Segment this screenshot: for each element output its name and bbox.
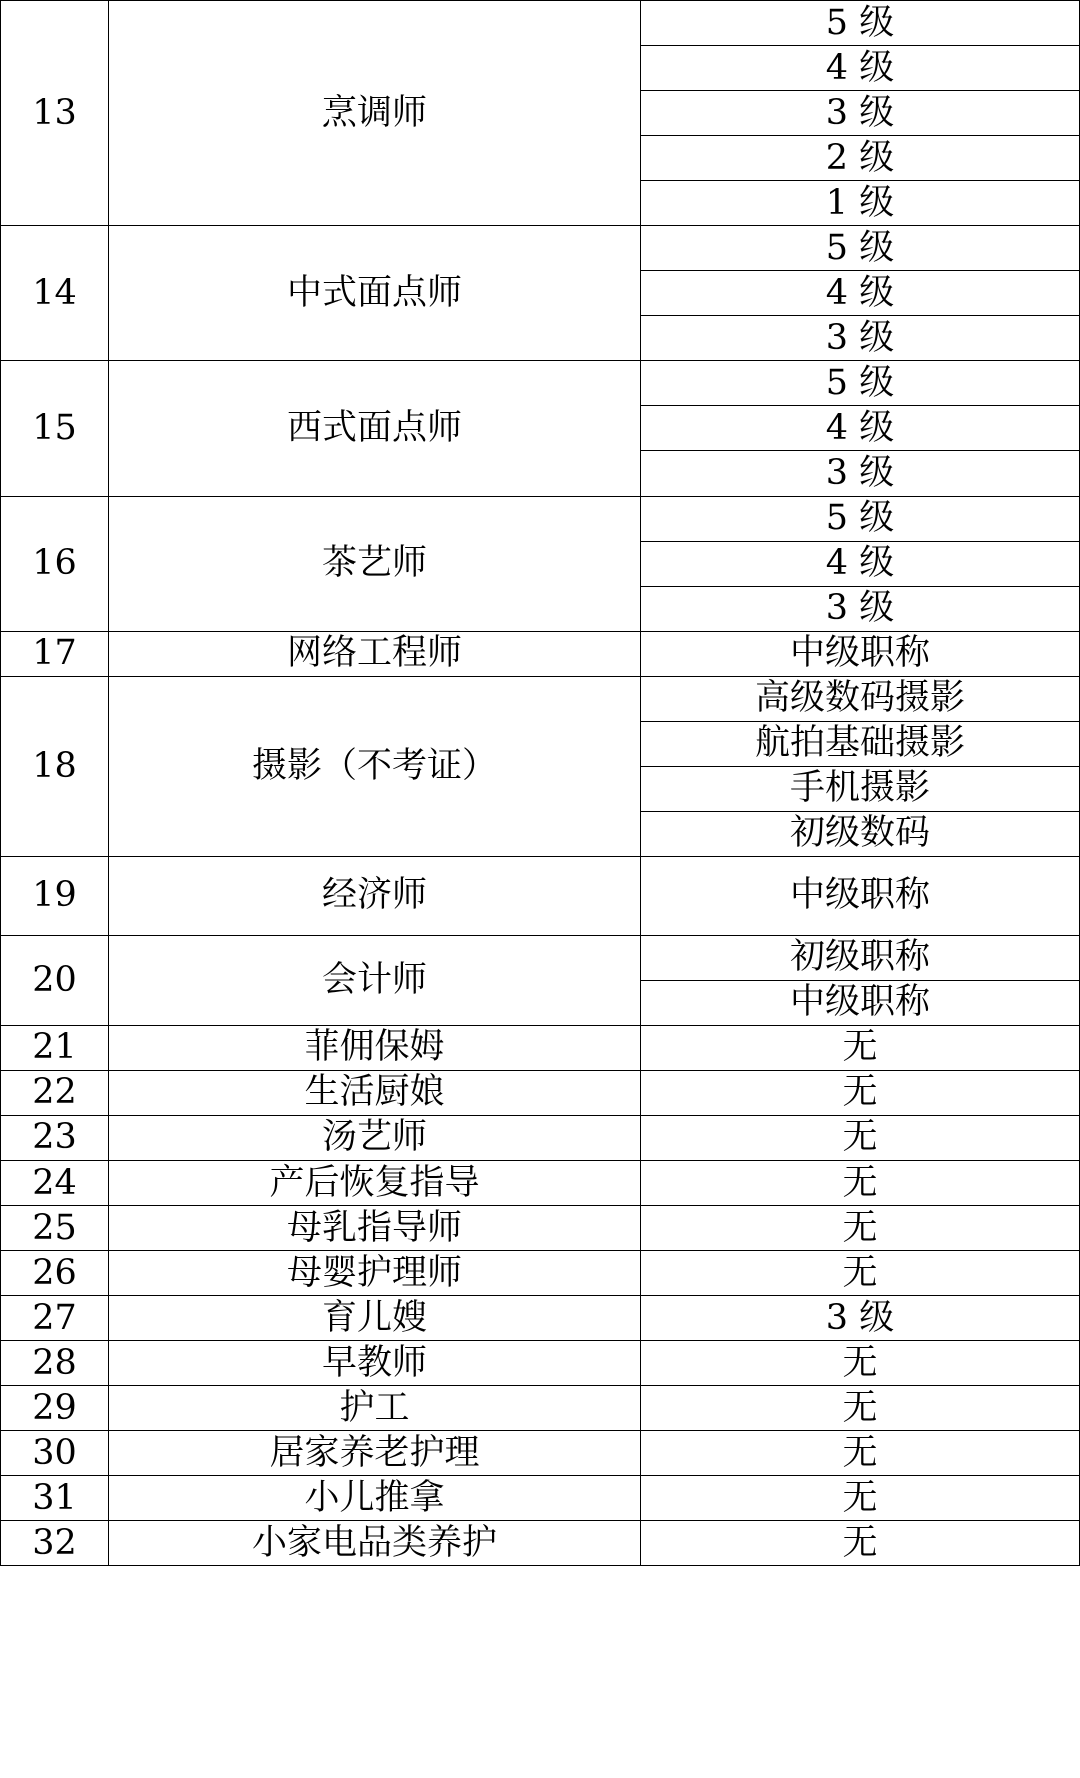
occupation-name: 产后恢复指导	[109, 1161, 641, 1206]
row-number: 19	[1, 856, 109, 935]
level-cell: 航拍基础摄影	[641, 721, 1080, 766]
table-row	[1, 856, 1080, 935]
row-number: 14	[1, 226, 109, 361]
level-cell: 5 级	[641, 1, 1080, 46]
table-row	[1, 1115, 1080, 1160]
occupation-name: 烹调师	[109, 1, 641, 226]
level-cell: 无	[641, 1025, 1080, 1070]
occupation-name: 中式面点师	[109, 226, 641, 361]
table-row	[1, 1386, 1080, 1431]
row-number: 23	[1, 1115, 109, 1160]
table-row	[1, 1341, 1080, 1386]
level-cell: 4 级	[641, 541, 1080, 586]
table-row	[1, 1251, 1080, 1296]
level-cell: 3 级	[641, 586, 1080, 631]
level-cell: 4 级	[641, 406, 1080, 451]
row-number: 31	[1, 1476, 109, 1521]
table-row	[1, 1161, 1080, 1206]
table-row	[1, 226, 1080, 271]
occupation-name: 居家养老护理	[109, 1431, 641, 1476]
level-cell: 无	[641, 1476, 1080, 1521]
level-cell: 无	[641, 1115, 1080, 1160]
occupation-name: 网络工程师	[109, 631, 641, 676]
occupation-name: 摄影（不考证）	[109, 676, 641, 856]
level-cell: 2 级	[641, 136, 1080, 181]
table-row	[1, 1025, 1080, 1070]
level-cell: 无	[641, 1521, 1080, 1566]
occupation-name: 生活厨娘	[109, 1070, 641, 1115]
row-number: 29	[1, 1386, 109, 1431]
table-row	[1, 935, 1080, 980]
level-cell: 无	[641, 1341, 1080, 1386]
level-cell: 4 级	[641, 271, 1080, 316]
row-number: 26	[1, 1251, 109, 1296]
row-number: 21	[1, 1025, 109, 1070]
occupation-name: 护工	[109, 1386, 641, 1431]
level-cell: 4 级	[641, 46, 1080, 91]
level-cell: 中级职称	[641, 980, 1080, 1025]
occupation-name: 菲佣保姆	[109, 1025, 641, 1070]
occupation-name: 西式面点师	[109, 361, 641, 496]
occupation-name: 母乳指导师	[109, 1206, 641, 1251]
row-number: 20	[1, 935, 109, 1025]
table-row	[1, 1521, 1080, 1566]
level-cell: 无	[641, 1386, 1080, 1431]
row-number: 25	[1, 1206, 109, 1251]
level-cell: 初级数码	[641, 811, 1080, 856]
table-row	[1, 1070, 1080, 1115]
level-cell: 3 级	[641, 451, 1080, 496]
occupation-name: 茶艺师	[109, 496, 641, 631]
level-cell: 无	[641, 1070, 1080, 1115]
row-number: 18	[1, 676, 109, 856]
row-number: 13	[1, 1, 109, 226]
table-row	[1, 1, 1080, 46]
table-body	[1, 1, 1080, 1566]
level-cell: 手机摄影	[641, 766, 1080, 811]
level-cell: 高级数码摄影	[641, 676, 1080, 721]
level-cell: 5 级	[641, 361, 1080, 406]
row-number: 22	[1, 1070, 109, 1115]
occupation-name: 汤艺师	[109, 1115, 641, 1160]
level-cell: 无	[641, 1206, 1080, 1251]
level-cell: 无	[641, 1161, 1080, 1206]
row-number: 17	[1, 631, 109, 676]
table-row	[1, 496, 1080, 541]
table-row	[1, 676, 1080, 721]
level-cell: 1 级	[641, 181, 1080, 226]
table-row	[1, 1296, 1080, 1341]
row-number: 16	[1, 496, 109, 631]
occupation-name: 小家电品类养护	[109, 1521, 641, 1566]
level-cell: 3 级	[641, 1296, 1080, 1341]
row-number: 15	[1, 361, 109, 496]
level-cell: 3 级	[641, 316, 1080, 361]
row-number: 24	[1, 1161, 109, 1206]
occupation-name: 经济师	[109, 856, 641, 935]
occupation-name: 母婴护理师	[109, 1251, 641, 1296]
row-number: 30	[1, 1431, 109, 1476]
row-number: 27	[1, 1296, 109, 1341]
row-number: 32	[1, 1521, 109, 1566]
occupation-name: 育儿嫂	[109, 1296, 641, 1341]
level-cell: 无	[641, 1251, 1080, 1296]
table-row	[1, 1476, 1080, 1521]
table-row	[1, 1431, 1080, 1476]
level-cell: 3 级	[641, 91, 1080, 136]
occupation-name: 早教师	[109, 1341, 641, 1386]
occupation-name: 会计师	[109, 935, 641, 1025]
level-cell: 中级职称	[641, 856, 1080, 935]
level-cell: 5 级	[641, 496, 1080, 541]
row-number: 28	[1, 1341, 109, 1386]
table-row	[1, 361, 1080, 406]
table-row	[1, 1206, 1080, 1251]
level-cell: 无	[641, 1431, 1080, 1476]
level-cell: 5 级	[641, 226, 1080, 271]
occupation-name: 小儿推拿	[109, 1476, 641, 1521]
level-cell: 初级职称	[641, 935, 1080, 980]
table-row	[1, 631, 1080, 676]
level-cell: 中级职称	[641, 631, 1080, 676]
